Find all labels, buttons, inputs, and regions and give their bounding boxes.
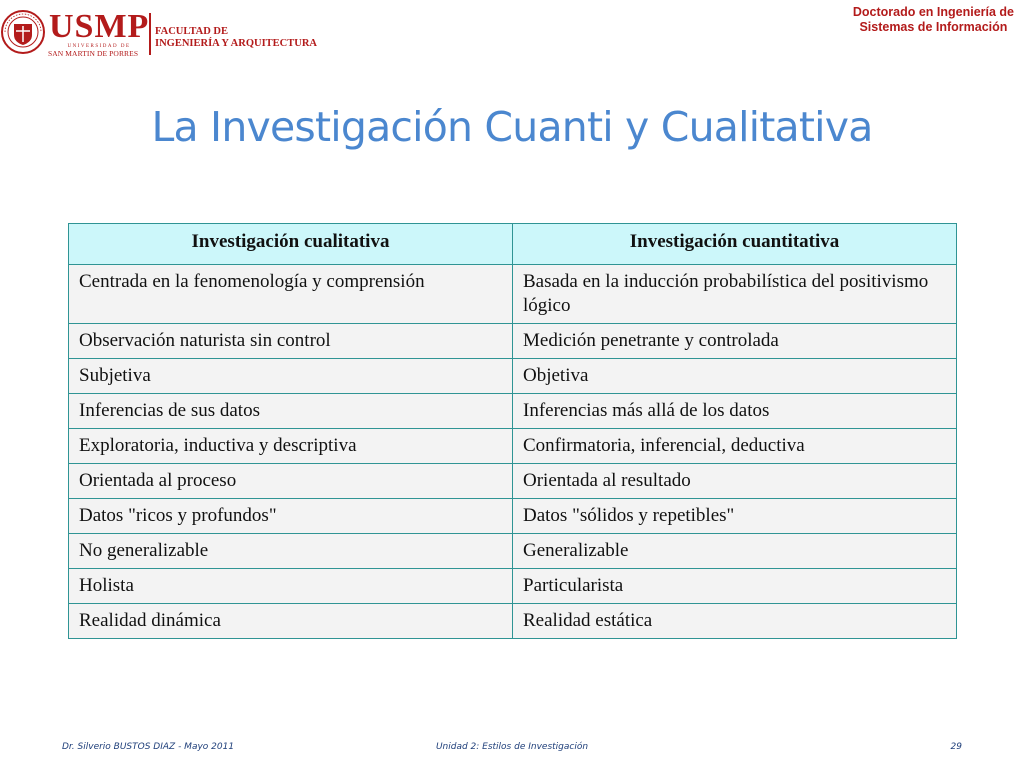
logo-university-name (48, 44, 150, 58)
quantitative-cell: Orientada al resultado (513, 464, 957, 499)
quantitative-cell: Datos "sólidos y repetibles" (513, 499, 957, 534)
table-row (69, 534, 957, 569)
quantitative-cell: Inferencias más allá de los datos (513, 394, 957, 429)
program-name (853, 5, 1014, 35)
qualitative-cell: Exploratoria, inductiva y descriptiva (69, 429, 513, 464)
logo-university-line1: UNIVERSIDAD DE (67, 44, 131, 49)
qualitative-cell: Holista (69, 569, 513, 604)
comparison-table (68, 223, 957, 639)
faculty-line2: INGENIERÍA Y ARQUITECTURA (155, 38, 318, 49)
table-row (69, 569, 957, 604)
footer-unit: Unidad 2: Estilos de Investigación (435, 742, 589, 752)
slide-title: La Investigación Cuanti y Cualitativa (151, 103, 873, 151)
table-row (69, 464, 957, 499)
faculty-name (155, 26, 317, 50)
qualitative-cell: Inferencias de sus datos (69, 394, 513, 429)
footer-page-number: 29 (950, 742, 962, 752)
faculty-line1: FACULTAD DE (155, 26, 229, 37)
table-row (69, 394, 957, 429)
qualitative-cell: Observación naturista sin control (69, 324, 513, 359)
quantitative-cell: Basada en la inducción probabilística del positivismo lógico (513, 265, 957, 324)
program-line2: Sistemas de Información (859, 20, 1008, 34)
program-line1: Doctorado en Ingeniería de (852, 5, 1014, 19)
university-seal-icon (0, 9, 46, 55)
qualitative-cell: No generalizable (69, 534, 513, 569)
qualitative-cell: Realidad dinámica (69, 604, 513, 639)
quantitative-cell: Realidad estática (513, 604, 957, 639)
header-qualitative: Investigación cualitativa (69, 224, 513, 265)
table-row (69, 499, 957, 534)
header-quantitative: Investigación cuantitativa (513, 224, 957, 265)
quantitative-cell: Confirmatoria, inferencial, deductiva (513, 429, 957, 464)
table-header-row (69, 224, 957, 265)
footer-author: Dr. Silverio BUSTOS DIAZ - Mayo 2011 (62, 742, 235, 752)
logo-brand-text: USMP (49, 8, 150, 45)
qualitative-cell: Datos "ricos y profundos" (69, 499, 513, 534)
qualitative-cell: Centrada en la fenomenología y comprensión (69, 265, 513, 324)
table-row (69, 429, 957, 464)
usmp-logo (0, 8, 330, 60)
qualitative-cell: Subjetiva (69, 359, 513, 394)
table-row (69, 265, 957, 324)
qualitative-cell: Orientada al proceso (69, 464, 513, 499)
table-row (69, 324, 957, 359)
quantitative-cell: Medición penetrante y controlada (513, 324, 957, 359)
quantitative-cell: Particularista (513, 569, 957, 604)
table-row (69, 359, 957, 394)
quantitative-cell: Objetiva (513, 359, 957, 394)
logo-university-line2: SAN MARTIN DE PORRES (48, 49, 139, 58)
logo-divider (149, 13, 151, 55)
quantitative-cell: Generalizable (513, 534, 957, 569)
table-row (69, 604, 957, 639)
